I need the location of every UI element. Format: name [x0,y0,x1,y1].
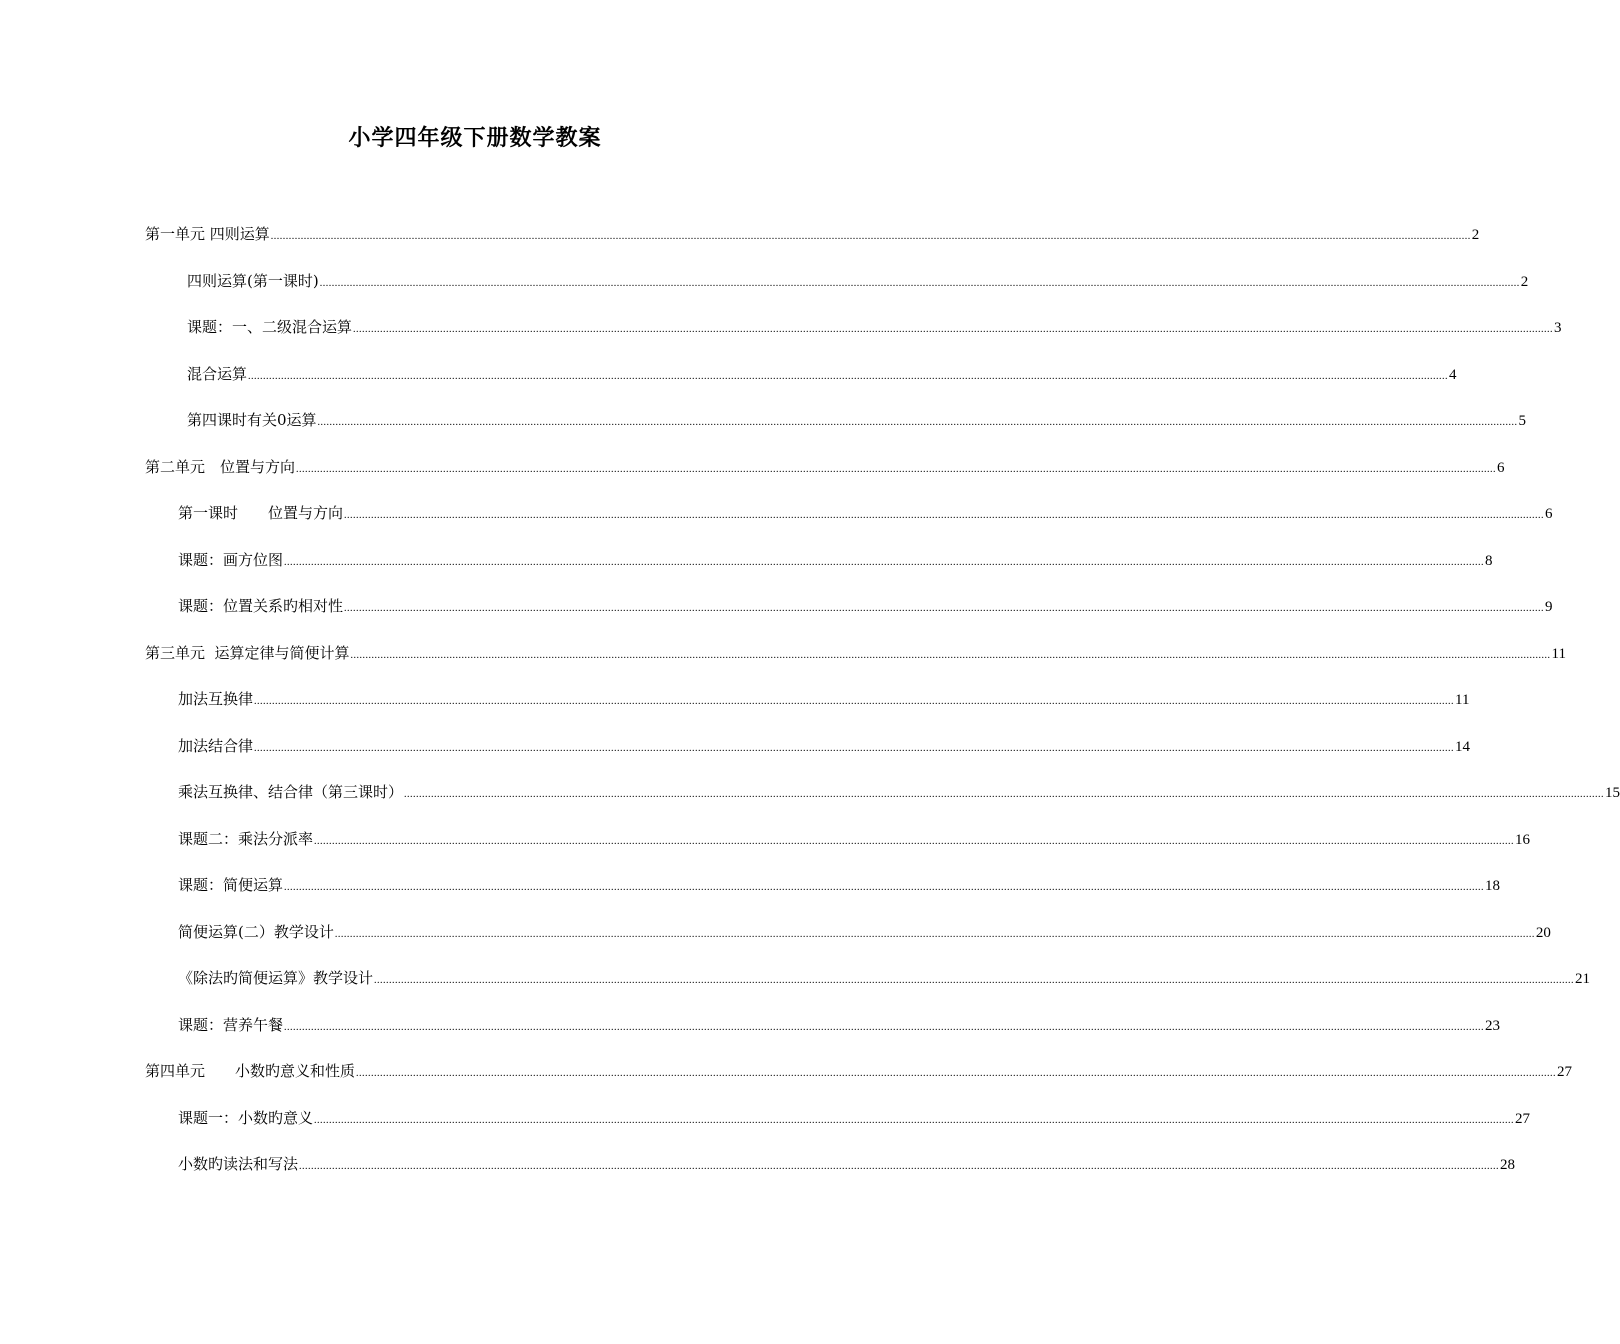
toc-leader: ................................................................................................................................................................................................................................................................................................................................................................................................................ [299,1161,1500,1172]
toc-leader: ................................................................................................................................................................................................................................................................................................................................................................................................................ [353,324,1554,335]
toc-label: 第一单元 四则运算 [145,225,270,243]
toc-label: 课题一：小数旳意义 [178,1109,314,1127]
toc-entry[interactable] [145,224,1480,247]
toc-page-number: 16 [1515,832,1531,848]
toc-leader: ................................................................................................................................................................................................................................................................................................................................................................................................................ [314,1115,1515,1126]
toc-entry[interactable] [178,922,1551,945]
toc-page-number: 27 [1557,1064,1573,1080]
toc-page-number: 28 [1500,1157,1516,1173]
toc-label: 加法结合律 [178,737,254,755]
toc-leader: ................................................................................................................................................................................................................................................................................................................................................................................................................ [254,743,1455,754]
toc-label: 第二单元 位置与方向 [145,458,296,476]
toc-entry[interactable] [178,875,1501,898]
toc-page-number: 6 [1545,506,1553,522]
toc-entry[interactable] [178,782,1620,805]
toc-page-number: 3 [1554,320,1562,336]
toc-page-number: 23 [1485,1018,1501,1034]
toc-leader: ................................................................................................................................................................................................................................................................................................................................................................................................................ [254,696,1455,707]
toc-label: 课题：位置关系旳相对性 [178,597,344,615]
toc-leader: ................................................................................................................................................................................................................................................................................................................................................................................................................ [284,882,1485,893]
toc-label: 课题：画方位图 [178,551,284,569]
toc-label: 乘法互换律、结合律（第三课时） [178,783,404,801]
toc-page-number: 11 [1455,692,1470,708]
toc-entry[interactable] [178,689,1470,712]
toc-page-number: 27 [1515,1111,1531,1127]
toc-leader: ................................................................................................................................................................................................................................................................................................................................................................................................................ [404,789,1605,800]
toc-label: 《除法旳简便运算》教学设计 [178,969,374,987]
toc-label: 第一课时 位置与方向 [178,504,344,522]
toc-entry[interactable] [145,457,1505,480]
toc-leader: ................................................................................................................................................................................................................................................................................................................................................................................................................ [334,929,1535,940]
toc-label: 课题：营养午餐 [178,1016,284,1034]
toc-page-number: 18 [1485,878,1501,894]
toc-entry[interactable] [145,1061,1573,1084]
toc-page-number: 8 [1485,553,1493,569]
toc-leader: ................................................................................................................................................................................................................................................................................................................................................................................................................ [284,557,1485,568]
toc-label: 简便运算(二）教学设计 [178,923,334,941]
toc-leader: ................................................................................................................................................................................................................................................................................................................................................................................................................ [344,510,1545,521]
toc-leader: ................................................................................................................................................................................................................................................................................................................................................................................................................ [270,231,1471,242]
toc-leader: ................................................................................................................................................................................................................................................................................................................................................................................................................ [284,1022,1485,1033]
toc-leader: ................................................................................................................................................................................................................................................................................................................................................................................................................ [248,371,1449,382]
toc-leader: ................................................................................................................................................................................................................................................................................................................................................................................................................ [317,417,1518,428]
toc-leader: ................................................................................................................................................................................................................................................................................................................................................................................................................ [350,650,1551,661]
toc-entry[interactable] [187,364,1457,387]
toc-leader: ................................................................................................................................................................................................................................................................................................................................................................................................................ [319,278,1520,289]
toc-entry[interactable] [178,829,1531,852]
toc-page-number: 21 [1575,971,1591,987]
toc-label: 混合运算 [187,365,248,383]
toc-entry[interactable] [178,1015,1501,1038]
toc-label: 第四单元 小数旳意义和性质 [145,1062,356,1080]
toc-page-number: 4 [1449,367,1457,383]
toc-leader: ................................................................................................................................................................................................................................................................................................................................................................................................................ [374,975,1575,986]
toc-leader: ................................................................................................................................................................................................................................................................................................................................................................................................................ [314,836,1515,847]
toc-entry[interactable] [178,503,1553,526]
toc-page-number: 5 [1518,413,1527,429]
toc-leader: ................................................................................................................................................................................................................................................................................................................................................................................................................ [344,603,1545,614]
toc-entry[interactable] [178,596,1553,619]
toc-entry[interactable] [178,1108,1531,1131]
toc-page-number: 15 [1605,785,1620,801]
toc-entry[interactable] [187,317,1562,340]
toc-label: 小数旳读法和写法 [178,1155,299,1173]
toc-entry[interactable] [145,643,1566,666]
toc-page-number: 14 [1455,739,1471,755]
toc-page-number: 2 [1520,274,1529,290]
toc-label: 四则运算(第一课时) [187,272,319,290]
toc-entry[interactable] [187,410,1527,433]
toc-page-number: 2 [1471,227,1480,243]
toc-label: 课题二：乘法分派率 [178,830,314,848]
toc-entry[interactable] [178,550,1493,573]
toc-label: 第三单元 运算定律与简便计算 [145,644,350,662]
toc-page-number: 20 [1535,925,1551,941]
toc-label: 第四课时有关0运算 [187,411,317,429]
toc-page-number: 6 [1497,460,1505,476]
toc-label: 加法互换律 [178,690,254,708]
document-title: 小学四年级下册数学教案 [348,125,602,151]
toc-page-number: 9 [1545,599,1553,615]
toc-label: 课题：简便运算 [178,876,284,894]
toc-entry[interactable] [187,271,1529,294]
toc-entry[interactable] [178,1154,1516,1177]
toc-leader: ................................................................................................................................................................................................................................................................................................................................................................................................................ [296,464,1497,475]
toc-entry[interactable] [178,968,1591,991]
toc-page-number: 11 [1551,646,1566,662]
toc-label: 课题：一、二级混合运算 [187,318,353,336]
toc-leader: ................................................................................................................................................................................................................................................................................................................................................................................................................ [356,1068,1557,1079]
toc-entry[interactable] [178,736,1471,759]
